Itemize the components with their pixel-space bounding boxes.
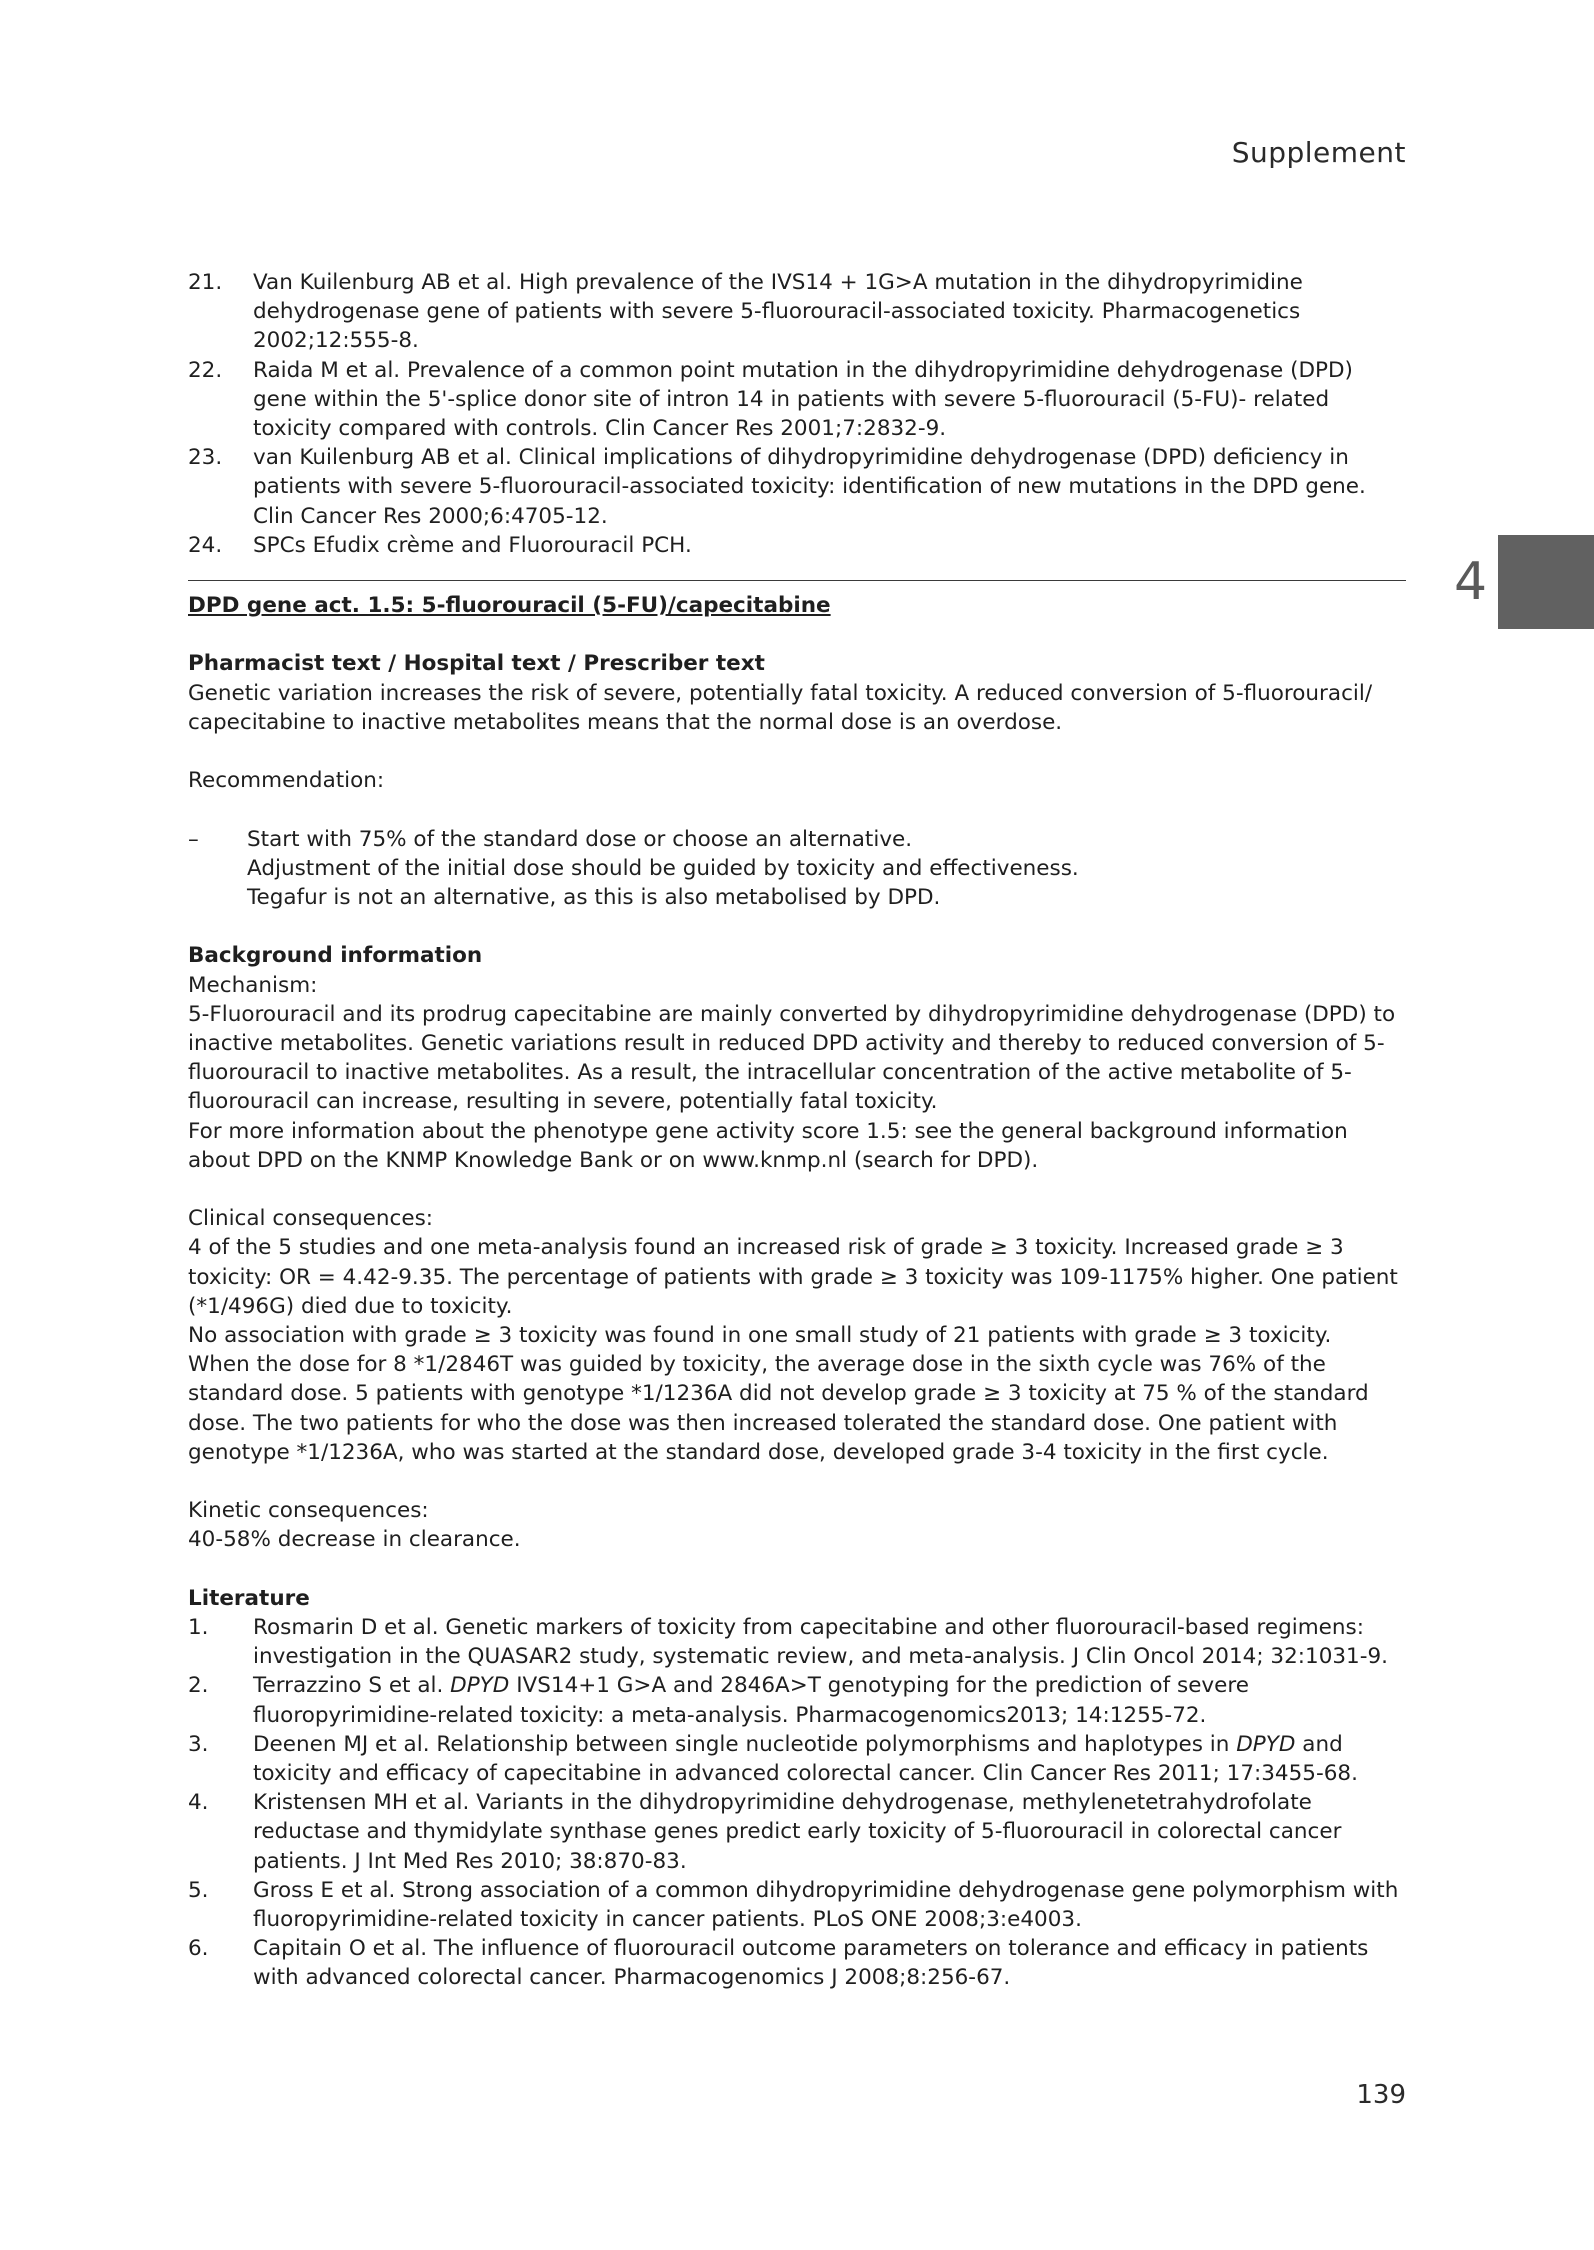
reference-item [188, 268, 1406, 356]
kinetic-label: Kinetic consequences: [188, 1498, 429, 1524]
literature-text: Kristensen MH et al. Variants in the dihydropyrimidine dehydrogenase, methylenetetrahydrofolate reductase and thymidylate synthase genes predict early toxicity of 5-fluorouracil in colorectal cancer patients. J Int Med Res 2010; 38:870-83. [253, 1790, 1342, 1874]
recommendation-line: Adjustment of the initial dose should be guided by toxicity and effectiveness. [247, 855, 1079, 881]
reference-number: 21. [188, 270, 223, 295]
literature-list [188, 1613, 1406, 1993]
running-head: Supplement [1231, 136, 1406, 169]
literature-item [188, 1730, 1406, 1788]
reference-number: 22. [188, 357, 223, 383]
literature-item [188, 1613, 1406, 1671]
page-content [188, 268, 1406, 1993]
literature-number: 3. [188, 1731, 209, 1757]
recommendation-bullet [188, 825, 1406, 913]
clinical-text: When the dose for 8 *1/2846T was guided by toxicity, the average dose in the sixth cycle was 76% of the standard dose. 5 patients with genotype *1/1236A did not develop grade ≥ 3 toxicity at 75 % of the standard dose. The two patients for who the dose was then increased tolerated the standard dose. One patient with genotype *1/1236A, who was started at the standard dose, developed grade 3-4 toxicity in the first cycle. [188, 1352, 1369, 1465]
section-title: DPD gene act. 1.5: 5-fluorouracil (5-FU)/capecitabine [188, 593, 831, 619]
literature-text: Rosmarin D et al. Genetic markers of toxicity from capecitabine and other fluorouracil-based regimens: investigation in the QUASAR2 study, systematic review, and meta-analysis. J Clin Oncol 2014; 32:1031-9. [253, 1615, 1388, 1670]
reference-text: Raida M et al. Prevalence of a common point mutation in the dihydropyrimidine dehydrogenase (DPD) gene within the 5'-splice donor site of intron 14 in patients with severe 5-fluorouracil (5-FU)- related toxicity compared with controls. Clin Cancer Res 2001;7:2832-9. [253, 357, 1353, 442]
reference-number: 23. [188, 445, 223, 471]
page-number: 139 [1356, 2080, 1406, 2110]
bullet-dash: – [188, 826, 199, 852]
clinical-label: Clinical consequences: [188, 1206, 434, 1232]
literature-item [188, 1934, 1406, 1992]
recommendation-label: Recommendation: [188, 768, 385, 794]
reference-text: SPCs Efudix crème and Fluorouracil PCH. [253, 532, 692, 558]
literature-item [188, 1876, 1406, 1934]
literature-item [188, 1671, 1406, 1729]
clinical-text: 4 of the 5 studies and one meta-analysis found an increased risk of grade ≥ 3 toxicity. Increased grade ≥ 3 toxicity: OR = 4.42-9.35. The percentage of patients with grade ≥ 3 toxicity was 109-1175% higher. One patient (*1/496G) died due to toxicity. [188, 1235, 1398, 1319]
literature-number: 6. [188, 1936, 209, 1962]
reference-number: 24. [188, 532, 223, 558]
literature-text: Capitain O et al. The influence of fluorouracil outcome parameters on tolerance and efficacy in patients with advanced colorectal cancer. Pharmacogenomics J 2008;8:256-67. [253, 1936, 1369, 1991]
chapter-number: 4 [1454, 552, 1488, 612]
reference-text: van Kuilenburg AB et al. Clinical implications of dihydropyrimidine dehydrogenase (DPD) deficiency in patients with severe 5-fluorouracil-associated toxicity: identification of new mutations in the DPD gene. Clin Cancer Res 2000;6:4705-12. [253, 445, 1366, 529]
recommendation-line: Tegafur is not an alternative, as this is also metabolised by DPD. [247, 885, 941, 911]
literature-text: Deenen MJ et al. Relationship between single nucleotide polymorphisms and haplotypes in DPYD and toxicity and efficacy of capecitabine in advanced colorectal cancer. Clin Cancer Res 2011; 17:3455-68. [253, 1731, 1358, 1787]
reference-item [188, 531, 1406, 560]
more-info-text: For more information about the phenotype gene activity score 1.5: see the general background information about DPD on the KNMP Knowledge Bank or on www.knmp.nl (search for DPD). [188, 1118, 1348, 1173]
literature-number: 4. [188, 1790, 209, 1816]
mechanism-label: Mechanism: [188, 972, 318, 998]
literature-number: 5. [188, 1877, 209, 1903]
reference-item [188, 356, 1406, 444]
kinetic-text: 40-58% decrease in clearance. [188, 1527, 521, 1553]
section-divider [188, 580, 1406, 581]
pharmacist-heading: Pharmacist text / Hospital text / Prescriber text [188, 651, 765, 677]
literature-item [188, 1788, 1406, 1876]
literature-number: 1. [188, 1615, 209, 1641]
literature-number: 2. [188, 1673, 209, 1699]
reference-text: Van Kuilenburg AB et al. High prevalence of the IVS14 + 1G>A mutation in the dihydropyrimidine dehydrogenase gene of patients with severe 5-fluorouracil-associated toxicity. Pharmacogenetics 2002;12:555-8. [253, 270, 1303, 354]
literature-heading: Literature [188, 1585, 310, 1611]
mechanism-text: 5-Fluorouracil and its prodrug capecitabine are mainly converted by dihydropyrimidine dehydrogenase (DPD) to inactive metabolites. Genetic variations result in reduced DPD activity and thereby to reduced conversion of 5-fluorouracil to inactive metabolites. As a result, the intracellular concentration of the active metabolite of 5-fluorouracil can increase, resulting in severe, potentially fatal toxicity. [188, 1001, 1396, 1115]
recommendation-line: Start with 75% of the standard dose or choose an alternative. [247, 826, 913, 852]
clinical-text: No association with grade ≥ 3 toxicity was found in one small study of 21 patients with grade ≥ 3 toxicity. [188, 1323, 1332, 1349]
gene-name: DPYD [1236, 1731, 1296, 1757]
literature-text: Gross E et al. Strong association of a common dihydropyrimidine dehydrogenase gene polymorphism with fluoropyrimidine-related toxicity in cancer patients. PLoS ONE 2008;3:e4003. [253, 1877, 1399, 1933]
top-reference-list [188, 268, 1406, 560]
literature-text: Terrazzino S et al. DPYD IVS14+1 G>A and 2846A>T genotyping for the prediction of severe fluoropyrimidine-related toxicity: a meta-analysis. Pharmacogenomics2013; 14:1255-72. [253, 1673, 1249, 1728]
reference-item [188, 443, 1406, 531]
chapter-tab [1498, 535, 1594, 629]
gene-name: DPYD [450, 1673, 510, 1699]
pharmacist-text: Genetic variation increases the risk of severe, potentially fatal toxicity. A reduced conversion of 5-fluorouracil/ capecitabine to inactive metabolites means that the normal dose is an overdose. [188, 680, 1373, 735]
background-heading: Background information [188, 943, 483, 969]
